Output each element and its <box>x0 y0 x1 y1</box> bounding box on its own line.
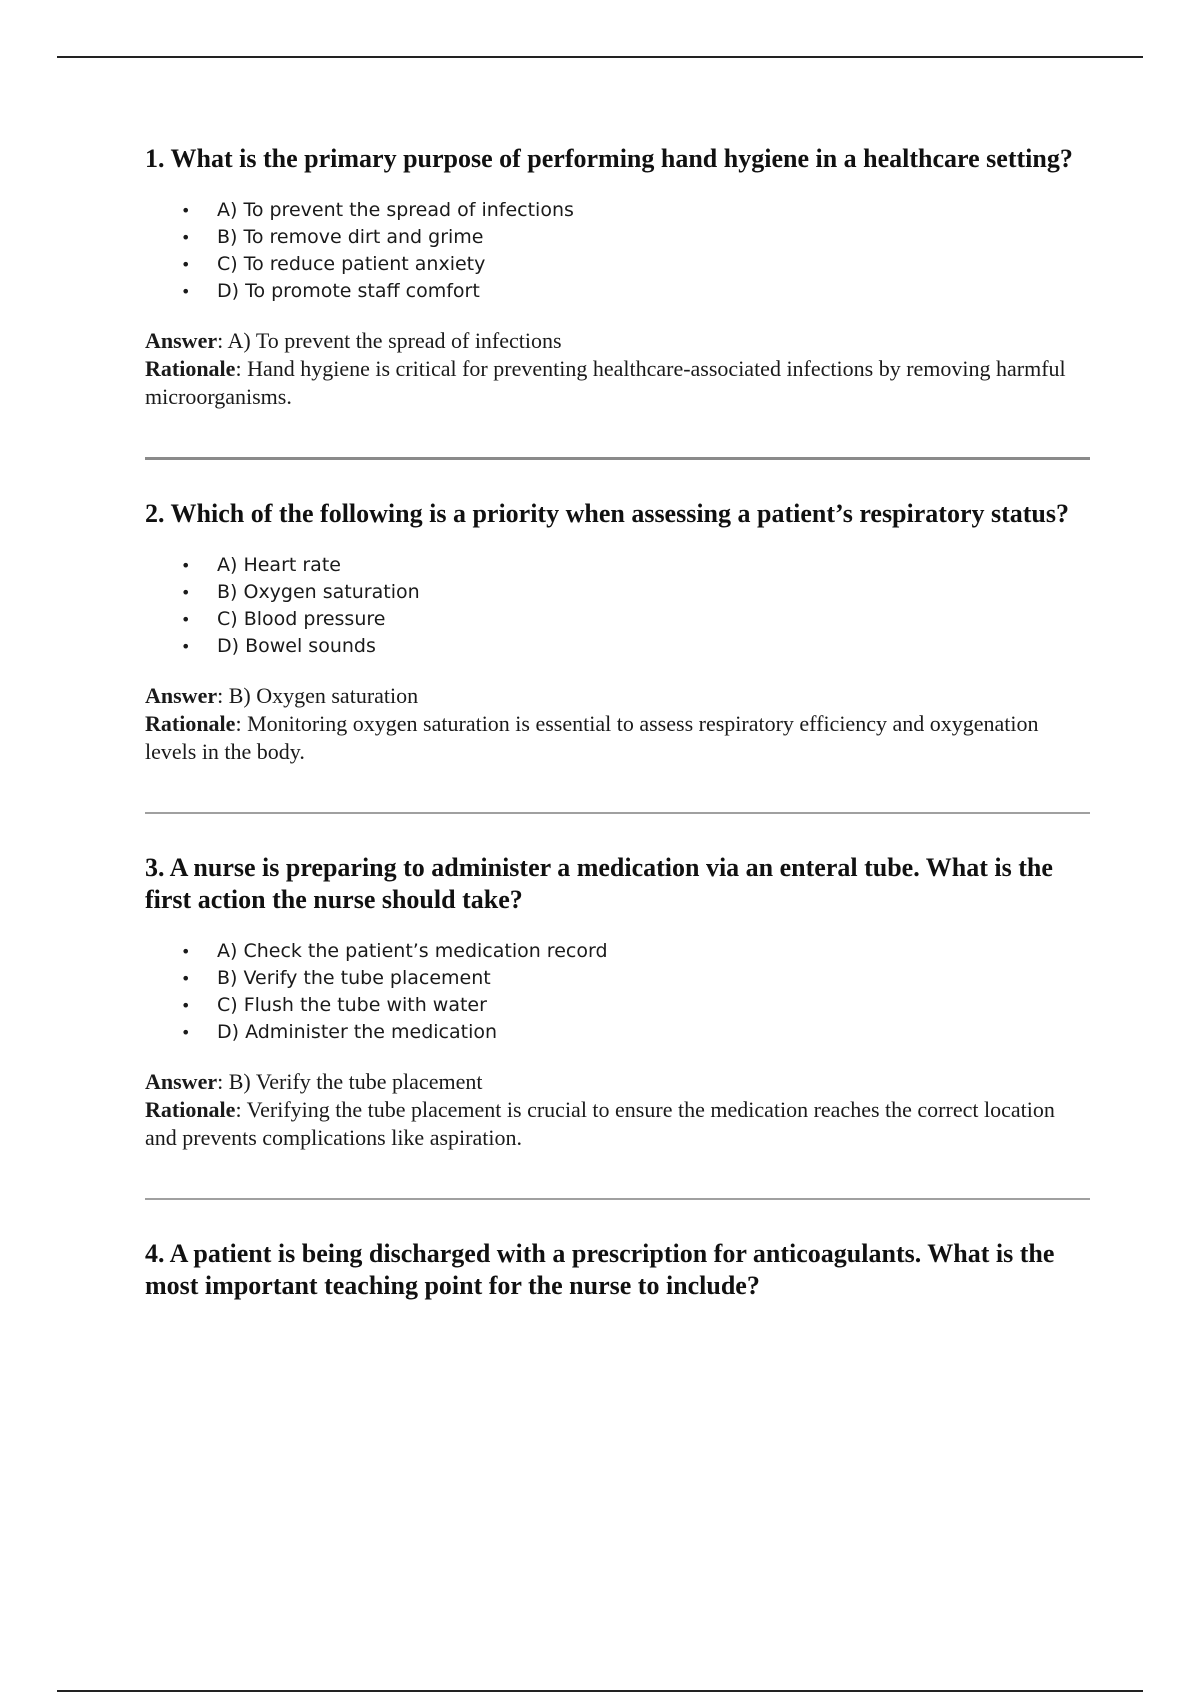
bullet-icon: • <box>181 610 191 629</box>
options-list <box>145 938 1090 1046</box>
rationale-text: : Verifying the tube placement is crucial to ensure the medication reaches the correct location and prevents complications like aspiration. <box>145 1097 1055 1150</box>
rationale-label: Rationale <box>145 1097 236 1122</box>
bullet-icon: • <box>181 228 191 247</box>
option-item <box>145 633 1090 660</box>
answer-label: Answer <box>145 683 218 708</box>
bullet-icon: • <box>181 637 191 656</box>
question-title: 4. A patient is being discharged with a prescription for anticoagulants. What is the most important teaching point for the nurse to include? <box>145 1239 1055 1300</box>
rationale-line <box>145 355 1090 411</box>
option-text: A) Check the patient’s medication record <box>217 940 608 962</box>
question-4 <box>145 1238 1090 1302</box>
options-list <box>145 197 1090 305</box>
question-title: 2. Which of the following is a priority when assessing a patient’s respiratory status? <box>145 499 1069 528</box>
answer-label: Answer <box>145 1069 218 1094</box>
options-list <box>145 552 1090 660</box>
section-divider <box>145 457 1090 460</box>
option-item <box>145 992 1090 1019</box>
option-text: D) Administer the medication <box>217 1021 498 1043</box>
option-item <box>145 606 1090 633</box>
rationale-text: : Hand hygiene is critical for preventing healthcare-associated infections by removing harmful microorganisms. <box>145 356 1066 409</box>
option-item <box>145 278 1090 305</box>
option-item <box>145 197 1090 224</box>
answer-label: Answer <box>145 328 218 353</box>
answer-block <box>145 682 1090 766</box>
answer-text: : A) To prevent the spread of infections <box>217 328 562 353</box>
answer-block <box>145 1068 1090 1152</box>
option-item <box>145 552 1090 579</box>
bullet-icon: • <box>181 1023 191 1042</box>
option-text: C) Blood pressure <box>217 608 386 630</box>
bullet-icon: • <box>181 201 191 220</box>
option-text: A) Heart rate <box>217 554 341 576</box>
answer-text: : B) Oxygen saturation <box>217 683 419 708</box>
bullet-icon: • <box>181 969 191 988</box>
option-item <box>145 1019 1090 1046</box>
option-item <box>145 965 1090 992</box>
question-title: 3. A nurse is preparing to administer a medication via an enteral tube. What is the first action the nurse should take? <box>145 853 1053 914</box>
bullet-icon: • <box>181 255 191 274</box>
option-text: A) To prevent the spread of infections <box>217 199 574 221</box>
answer-text: : B) Verify the tube placement <box>217 1069 483 1094</box>
rationale-label: Rationale <box>145 356 236 381</box>
bullet-icon: • <box>181 583 191 602</box>
page-top-rule <box>57 56 1143 58</box>
question-2 <box>145 498 1090 766</box>
rationale-line <box>145 1096 1090 1152</box>
option-text: B) To remove dirt and grime <box>217 226 484 248</box>
answer-line <box>145 682 1090 710</box>
bullet-icon: • <box>181 942 191 961</box>
question-3 <box>145 852 1090 1152</box>
option-text: C) Flush the tube with water <box>217 994 487 1016</box>
option-text: B) Oxygen saturation <box>217 581 420 603</box>
option-item <box>145 938 1090 965</box>
option-item <box>145 251 1090 278</box>
rationale-line <box>145 710 1090 766</box>
bullet-icon: • <box>181 556 191 575</box>
question-1 <box>145 143 1090 411</box>
document-body <box>145 143 1090 1324</box>
question-title: 1. What is the primary purpose of performing hand hygiene in a healthcare setting? <box>145 144 1073 173</box>
section-divider <box>145 1198 1090 1200</box>
option-item <box>145 579 1090 606</box>
option-text: C) To reduce patient anxiety <box>217 253 486 275</box>
answer-line <box>145 1068 1090 1096</box>
rationale-text: : Monitoring oxygen saturation is essential to assess respiratory efficiency and oxygenation levels in the body. <box>145 711 1039 764</box>
option-item <box>145 224 1090 251</box>
bullet-icon: • <box>181 996 191 1015</box>
rationale-label: Rationale <box>145 711 236 736</box>
bullet-icon: • <box>181 282 191 301</box>
section-divider <box>145 812 1090 814</box>
page-bottom-rule <box>57 1690 1143 1692</box>
option-text: B) Verify the tube placement <box>217 967 491 989</box>
option-text: D) Bowel sounds <box>217 635 376 657</box>
answer-block <box>145 327 1090 411</box>
option-text: D) To promote staff comfort <box>217 280 480 302</box>
answer-line <box>145 327 1090 355</box>
